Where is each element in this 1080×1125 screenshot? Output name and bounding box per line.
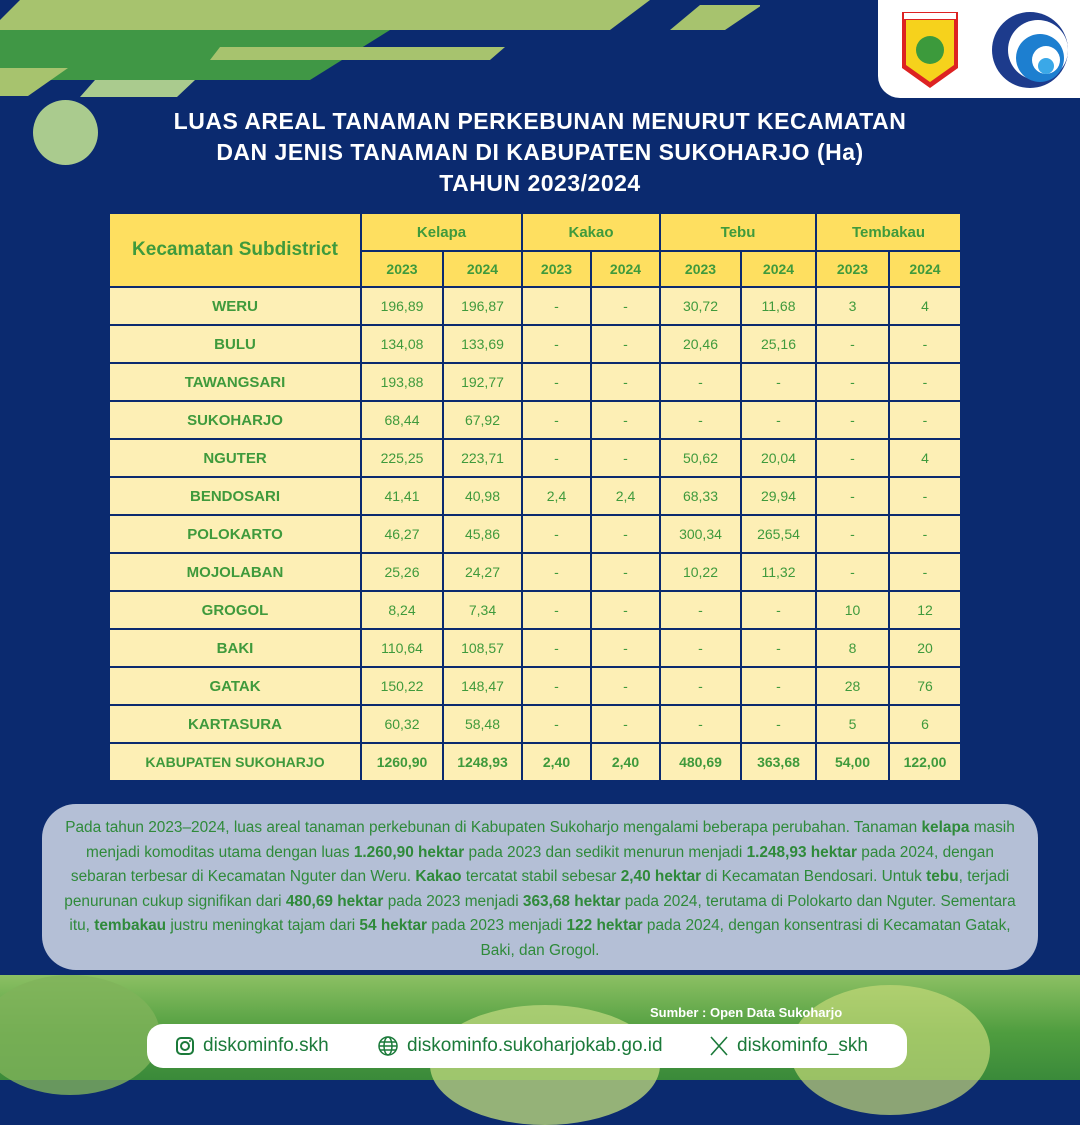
value-cell: - <box>592 440 659 476</box>
x-icon <box>709 1035 729 1057</box>
value-cell: 133,69 <box>444 326 521 362</box>
value-cell: 46,27 <box>362 516 442 552</box>
kecamatan-name: WERU <box>110 288 360 324</box>
header-year: 2023 <box>523 252 590 286</box>
title-line-2: DAN JENIS TANAMAN DI KABUPATEN SUKOHARJO (Ha) <box>216 139 864 165</box>
value-cell: - <box>817 364 888 400</box>
kecamatan-name: GATAK <box>110 668 360 704</box>
value-cell: - <box>890 402 960 438</box>
value-cell: - <box>890 478 960 514</box>
instagram-icon <box>175 1036 195 1056</box>
value-cell: 5 <box>817 706 888 742</box>
table-row <box>110 364 960 400</box>
summary-segment: masih menjadi komoditas utama dengan luas <box>86 819 1015 861</box>
value-cell: 28 <box>817 668 888 704</box>
value-cell: - <box>592 516 659 552</box>
social-bar <box>147 1024 907 1068</box>
kecamatan-name: BENDOSARI <box>110 478 360 514</box>
summary-highlight: tembakau <box>94 917 167 934</box>
summary-segment: pada 2023 menjadi <box>427 917 567 934</box>
summary-segment: tercatat stabil sebesar <box>461 868 621 885</box>
value-cell: 25,26 <box>362 554 442 590</box>
kecamatan-name: BAKI <box>110 630 360 666</box>
value-cell: - <box>817 402 888 438</box>
header-year: 2024 <box>890 252 960 286</box>
value-cell: - <box>592 668 659 704</box>
summary-segment: di Kecamatan Bendosari. Untuk <box>701 868 927 885</box>
value-cell: - <box>742 402 815 438</box>
value-cell: - <box>890 516 960 552</box>
summary-highlight: 480,69 hektar <box>285 892 384 910</box>
header-year: 2024 <box>444 252 521 286</box>
value-cell: - <box>523 668 590 704</box>
kecamatan-name: POLOKARTO <box>110 516 360 552</box>
value-cell: - <box>523 554 590 590</box>
value-cell: 193,88 <box>362 364 442 400</box>
value-cell: - <box>523 592 590 628</box>
summary-segment: , terjadi penurunan cukup signifikan dari <box>64 868 1010 910</box>
kecamatan-name: TAWANGSARI <box>110 364 360 400</box>
value-cell: 67,92 <box>444 402 521 438</box>
value-cell: 12 <box>890 592 960 628</box>
value-cell: - <box>661 592 740 628</box>
value-cell: 68,33 <box>661 478 740 514</box>
header-year: 2023 <box>362 252 442 286</box>
value-cell: 150,22 <box>362 668 442 704</box>
value-cell: 110,64 <box>362 630 442 666</box>
value-cell: 20 <box>890 630 960 666</box>
value-cell: - <box>523 440 590 476</box>
value-cell: 60,32 <box>362 706 442 742</box>
value-cell: 1260,90 <box>362 744 442 780</box>
kecamatan-name: MOJOLABAN <box>110 554 360 590</box>
summary-highlight: 363,68 hektar <box>522 892 621 910</box>
value-cell: 11,68 <box>742 288 815 324</box>
value-cell: 25,16 <box>742 326 815 362</box>
value-cell: 480,69 <box>661 744 740 780</box>
value-cell: 2,40 <box>592 744 659 780</box>
value-cell: 225,25 <box>362 440 442 476</box>
header-kecamatan: Kecamatan Subdistrict <box>110 214 360 286</box>
value-cell: 29,94 <box>742 478 815 514</box>
decorative-circle <box>33 100 98 165</box>
header-kakao: Kakao <box>523 214 659 250</box>
value-cell: - <box>592 630 659 666</box>
value-cell: - <box>661 402 740 438</box>
value-cell: - <box>742 364 815 400</box>
value-cell: 58,48 <box>444 706 521 742</box>
source-note: Sumber : Open Data Sukoharjo <box>650 1005 843 1020</box>
kominfo-logo <box>990 10 1070 90</box>
value-cell: 4 <box>890 440 960 476</box>
kabupaten-sukoharjo-logo <box>900 10 960 90</box>
x-link[interactable] <box>709 1035 868 1057</box>
header-tembakau: Tembakau <box>817 214 960 250</box>
value-cell: 192,77 <box>444 364 521 400</box>
table-row <box>110 592 960 628</box>
value-cell: 20,46 <box>661 326 740 362</box>
kecamatan-name: GROGOL <box>110 592 360 628</box>
title-line-3: TAHUN 2023/2024 <box>439 170 641 196</box>
value-cell: - <box>592 364 659 400</box>
value-cell: - <box>817 326 888 362</box>
value-cell: - <box>523 402 590 438</box>
value-cell: 8 <box>817 630 888 666</box>
value-cell: 363,68 <box>742 744 815 780</box>
value-cell: - <box>592 706 659 742</box>
value-cell: - <box>661 630 740 666</box>
value-cell: - <box>742 668 815 704</box>
kecamatan-name: BULU <box>110 326 360 362</box>
value-cell: - <box>523 630 590 666</box>
value-cell: 300,34 <box>661 516 740 552</box>
summary-highlight: tebu <box>926 868 959 885</box>
summary-highlight: kelapa <box>921 819 970 836</box>
value-cell: 68,44 <box>362 402 442 438</box>
value-cell: 2,4 <box>592 478 659 514</box>
summary-highlight: 2,40 hektar <box>620 868 702 885</box>
value-cell: - <box>817 516 888 552</box>
value-cell: 265,54 <box>742 516 815 552</box>
header-year: 2023 <box>817 252 888 286</box>
table-row <box>110 440 960 476</box>
value-cell: - <box>523 364 590 400</box>
value-cell: - <box>742 592 815 628</box>
logo-panel <box>878 0 1080 98</box>
value-cell: - <box>592 288 659 324</box>
website-link[interactable] <box>377 1035 663 1057</box>
value-cell: - <box>661 364 740 400</box>
value-cell: - <box>817 554 888 590</box>
value-cell: - <box>592 402 659 438</box>
summary-text <box>42 804 1038 970</box>
kecamatan-name: NGUTER <box>110 440 360 476</box>
value-cell: 41,41 <box>362 478 442 514</box>
summary-highlight: 122 hektar <box>566 917 643 934</box>
value-cell: - <box>890 326 960 362</box>
value-cell: 45,86 <box>444 516 521 552</box>
title-line-1: LUAS AREAL TANAMAN PERKEBUNAN MENURUT KECAMATAN <box>173 108 907 134</box>
value-cell: 196,87 <box>444 288 521 324</box>
header-year: 2024 <box>742 252 815 286</box>
kecamatan-name: SUKOHARJO <box>110 402 360 438</box>
value-cell: 40,98 <box>444 478 521 514</box>
value-cell: 196,89 <box>362 288 442 324</box>
globe-icon <box>377 1035 399 1057</box>
table-row <box>110 668 960 704</box>
value-cell: - <box>523 288 590 324</box>
table-row <box>110 288 960 324</box>
summary-segment: pada 2024, dengan sebaran terbesar di Kecamatan Nguter dan Weru. <box>70 843 994 885</box>
value-cell: - <box>592 554 659 590</box>
value-cell: 4 <box>890 288 960 324</box>
summary-segment: pada 2024, terutama di Polokarto dan Nguter. Sementara itu, <box>69 892 1016 934</box>
kecamatan-name: KARTASURA <box>110 706 360 742</box>
summary-highlight: 1.248,93 hektar <box>746 843 857 861</box>
summary-segment: justru meningkat tajam dari <box>166 917 360 934</box>
header-year: 2024 <box>592 252 659 286</box>
value-cell: 134,08 <box>362 326 442 362</box>
website-url: diskominfo.sukoharjokab.go.id <box>407 1035 663 1056</box>
instagram-handle: diskominfo.skh <box>203 1035 329 1056</box>
decorative-stripes <box>0 0 760 100</box>
table-row <box>110 402 960 438</box>
value-cell: 223,71 <box>444 440 521 476</box>
value-cell: 148,47 <box>444 668 521 704</box>
data-table <box>108 212 962 782</box>
value-cell: 7,34 <box>444 592 521 628</box>
value-cell: 50,62 <box>661 440 740 476</box>
instagram-link[interactable] <box>175 1035 329 1057</box>
summary-segment: pada 2024, dengan konsentrasi di Kecamatan Gatak, Baki, dan Grogol. <box>480 917 1011 959</box>
summary-segment: Pada tahun 2023–2024, luas areal tanaman perkebunan di Kabupaten Sukoharjo mengalami beberapa perubahan. Tanaman <box>65 819 922 836</box>
value-cell: - <box>592 592 659 628</box>
value-cell: - <box>592 326 659 362</box>
table-row <box>110 326 960 362</box>
summary-segment: pada 2023 dan sedikit menurun menjadi <box>464 843 747 861</box>
value-cell: 76 <box>890 668 960 704</box>
header-tebu: Tebu <box>661 214 815 250</box>
total-row <box>110 744 960 780</box>
value-cell: 30,72 <box>661 288 740 324</box>
value-cell: - <box>661 668 740 704</box>
value-cell: - <box>523 706 590 742</box>
kecamatan-name: KABUPATEN SUKOHARJO <box>110 744 360 780</box>
table-row <box>110 706 960 742</box>
value-cell: 2,40 <box>523 744 590 780</box>
value-cell: - <box>523 326 590 362</box>
value-cell: 2,4 <box>523 478 590 514</box>
value-cell: 54,00 <box>817 744 888 780</box>
table-row <box>110 478 960 514</box>
summary-highlight: 1.260,90 hektar <box>353 843 465 861</box>
value-cell: 10 <box>817 592 888 628</box>
header-kelapa: Kelapa <box>362 214 521 250</box>
x-handle: diskominfo_skh <box>737 1035 868 1056</box>
value-cell: - <box>523 516 590 552</box>
value-cell: 11,32 <box>742 554 815 590</box>
table-row <box>110 516 960 552</box>
value-cell: - <box>817 440 888 476</box>
summary-highlight: 54 hektar <box>359 917 428 934</box>
value-cell: 6 <box>890 706 960 742</box>
value-cell: - <box>817 478 888 514</box>
value-cell: - <box>742 706 815 742</box>
value-cell: - <box>661 706 740 742</box>
value-cell: 3 <box>817 288 888 324</box>
table-row <box>110 554 960 590</box>
table-row <box>110 630 960 666</box>
summary-segment: pada 2023 menjadi <box>383 892 523 910</box>
value-cell: - <box>890 554 960 590</box>
value-cell: 8,24 <box>362 592 442 628</box>
page-title <box>100 106 980 199</box>
value-cell: 122,00 <box>890 744 960 780</box>
value-cell: 108,57 <box>444 630 521 666</box>
value-cell: - <box>742 630 815 666</box>
value-cell: - <box>890 364 960 400</box>
value-cell: 20,04 <box>742 440 815 476</box>
value-cell: 1248,93 <box>444 744 521 780</box>
summary-highlight: Kakao <box>415 868 462 885</box>
header-year: 2023 <box>661 252 740 286</box>
value-cell: 24,27 <box>444 554 521 590</box>
value-cell: 10,22 <box>661 554 740 590</box>
